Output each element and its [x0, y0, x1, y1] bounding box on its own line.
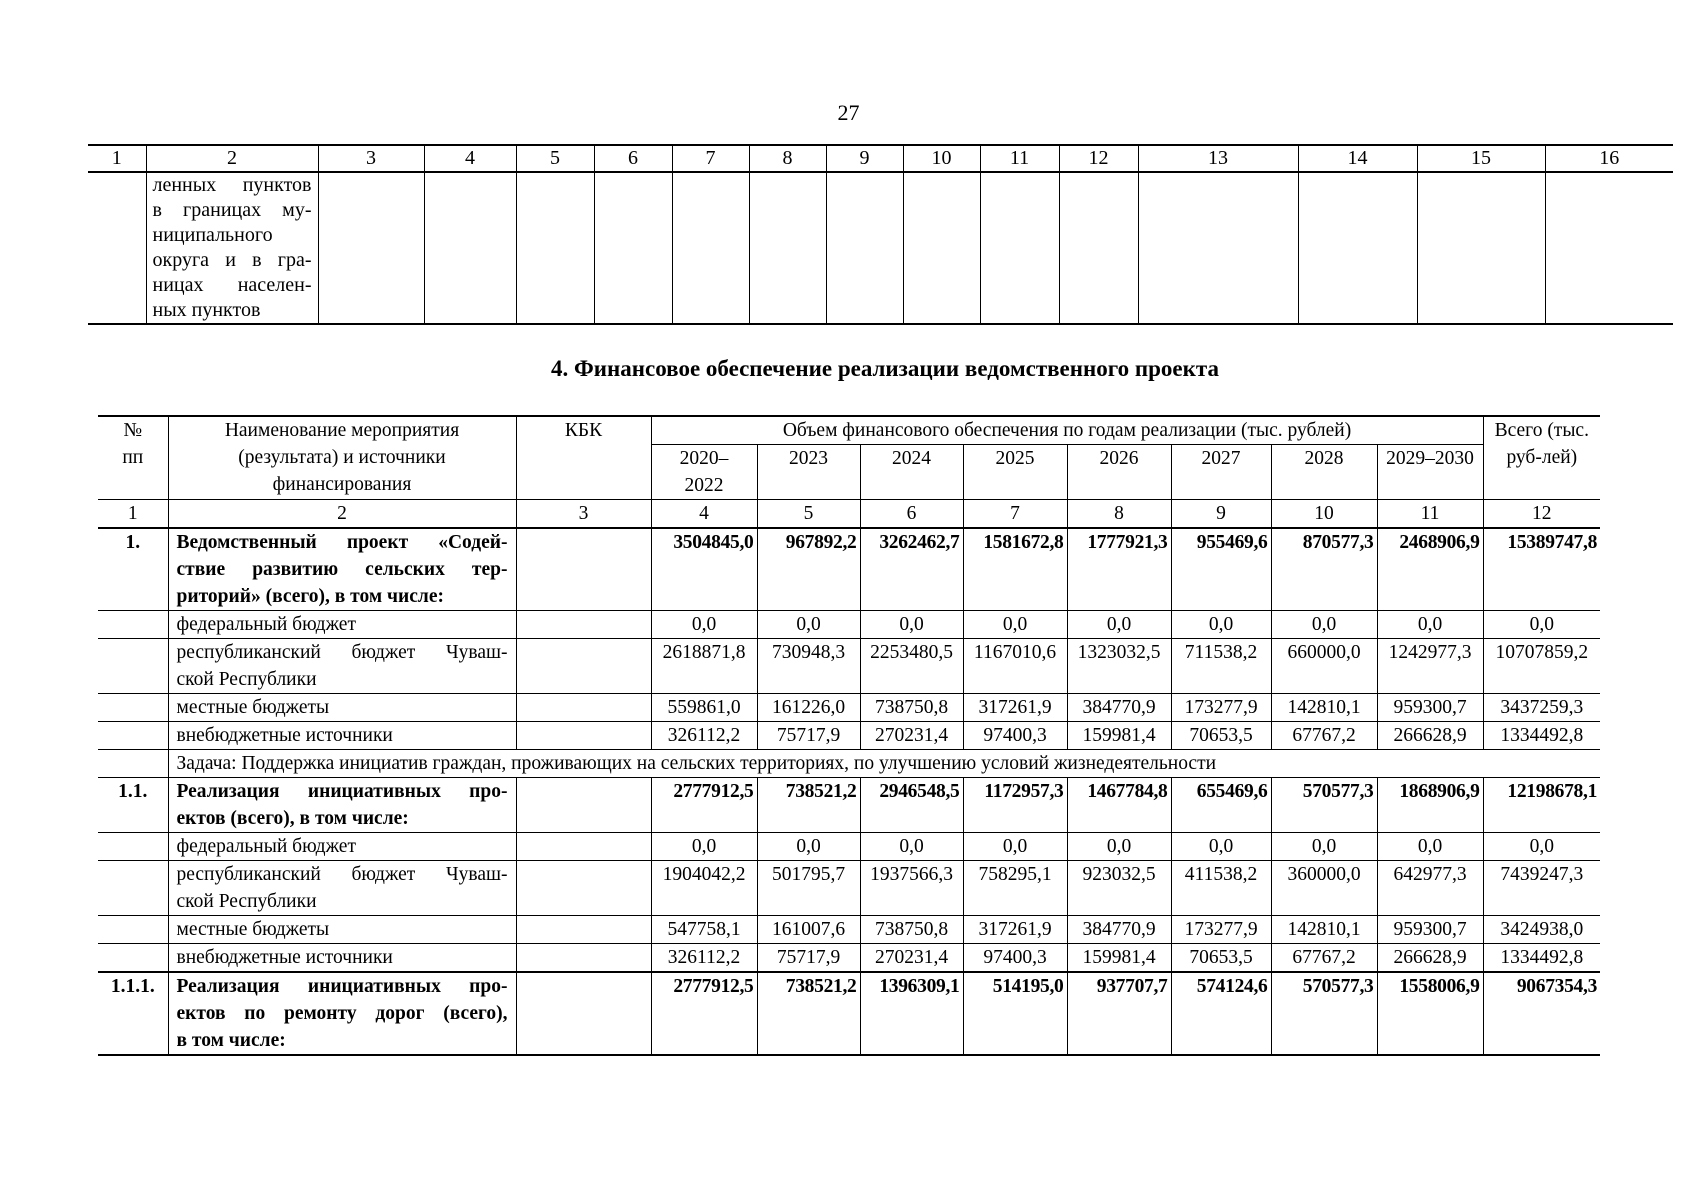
row-total: 1334492,8 — [1483, 722, 1600, 750]
table-row — [98, 611, 1600, 639]
header-year: 2026 — [1067, 445, 1171, 500]
row-value: 2777912,5 — [651, 778, 757, 833]
table-row — [98, 694, 1600, 722]
row-value: 0,0 — [651, 611, 757, 639]
col-num: 7 — [963, 500, 1067, 529]
row-kbk — [516, 639, 651, 694]
row-name: федеральный бюджет — [168, 833, 516, 861]
header-total: Всего (тыс. руб-лей) — [1483, 416, 1600, 500]
col-num: 10 — [903, 145, 980, 172]
row-value: 0,0 — [1171, 611, 1271, 639]
header-row — [98, 416, 1600, 445]
col-num: 5 — [757, 500, 860, 529]
table-row — [98, 528, 1600, 611]
col-num: 6 — [860, 500, 963, 529]
row-value: 501795,7 — [757, 861, 860, 916]
row-name: республиканский бюджет Чуваш- ской Республики — [168, 861, 516, 916]
row-value: 1167010,6 — [963, 639, 1067, 694]
col-num: 11 — [1377, 500, 1483, 529]
row-name: федеральный бюджет — [168, 611, 516, 639]
row-value: 0,0 — [1377, 611, 1483, 639]
table-row — [98, 778, 1600, 833]
row-value: 360000,0 — [1271, 861, 1377, 916]
row-value: 67767,2 — [1271, 944, 1377, 973]
row-value: 0,0 — [757, 611, 860, 639]
row-value: 159981,4 — [1067, 722, 1171, 750]
header-no: № пп — [98, 416, 168, 500]
row-value: 758295,1 — [963, 861, 1067, 916]
col-num: 14 — [1298, 145, 1417, 172]
row-name: Реализация инициативных про- ектов по ремонту дорог (всего), в том числе: — [168, 972, 516, 1055]
table-row — [98, 944, 1600, 973]
row-total: 12198678,1 — [1483, 778, 1600, 833]
row-kbk — [516, 528, 651, 611]
row-value: 711538,2 — [1171, 639, 1271, 694]
col-num: 4 — [424, 145, 516, 172]
row-value: 75717,9 — [757, 722, 860, 750]
col-num: 12 — [1483, 500, 1600, 529]
col-num: 13 — [1138, 145, 1298, 172]
row-value: 1323032,5 — [1067, 639, 1171, 694]
row-value: 0,0 — [963, 611, 1067, 639]
table-row — [98, 916, 1600, 944]
row-number — [98, 916, 168, 944]
row-kbk — [516, 833, 651, 861]
table-row — [98, 722, 1600, 750]
row-value: 67767,2 — [1271, 722, 1377, 750]
row-kbk — [516, 611, 651, 639]
row-value: 0,0 — [860, 611, 963, 639]
row-total: 0,0 — [1483, 833, 1600, 861]
row-value: 161007,6 — [757, 916, 860, 944]
row-number: 1. — [98, 528, 168, 611]
row-kbk — [516, 972, 651, 1055]
row-value: 0,0 — [1067, 833, 1171, 861]
row-value: 3504845,0 — [651, 528, 757, 611]
col-num: 4 — [651, 500, 757, 529]
row-value: 2468906,9 — [1377, 528, 1483, 611]
row-name: внебюджетные источники — [168, 944, 516, 973]
row-value: 70653,5 — [1171, 722, 1271, 750]
row-number — [98, 639, 168, 694]
col-num: 6 — [594, 145, 672, 172]
row-value: 514195,0 — [963, 972, 1067, 1055]
row-value: 1937566,3 — [860, 861, 963, 916]
row-name: местные бюджеты — [168, 694, 516, 722]
row-value: 967892,2 — [757, 528, 860, 611]
row-value: 574124,6 — [1171, 972, 1271, 1055]
row-value: 547758,1 — [651, 916, 757, 944]
row-name: Ведомственный проект «Содей- ствие развитию сельских тер- риторий» (всего), в том числе: — [168, 528, 516, 611]
row-value: 738750,8 — [860, 694, 963, 722]
row-value: 0,0 — [1271, 833, 1377, 861]
col-num: 8 — [749, 145, 826, 172]
column-number-row — [88, 145, 1673, 172]
row-value: 959300,7 — [1377, 694, 1483, 722]
header-name: Наименование мероприятия (результата) и источники финансирования — [168, 416, 516, 500]
row-value: 173277,9 — [1171, 916, 1271, 944]
row-value: 870577,3 — [1271, 528, 1377, 611]
row-name: Реализация инициативных про- ектов (всего), в том числе: — [168, 778, 516, 833]
row-value: 97400,3 — [963, 722, 1067, 750]
col-num: 12 — [1059, 145, 1138, 172]
row-number — [98, 722, 168, 750]
column-number-row — [98, 500, 1600, 529]
section-title: 4. Финансовое обеспечение реализации ведомственного проекта — [551, 356, 1219, 381]
row-value: 384770,9 — [1067, 694, 1171, 722]
row-value: 0,0 — [651, 833, 757, 861]
finance-table — [98, 415, 1600, 1056]
row-name: местные бюджеты — [168, 916, 516, 944]
col-num: 15 — [1417, 145, 1545, 172]
row-value: 266628,9 — [1377, 722, 1483, 750]
row-value: 570577,3 — [1271, 972, 1377, 1055]
row-value: 75717,9 — [757, 944, 860, 973]
row-kbk — [516, 916, 651, 944]
row-value: 159981,4 — [1067, 944, 1171, 973]
row-value: 730948,3 — [757, 639, 860, 694]
header-year: 2020–2022 — [651, 445, 757, 500]
row-value: 317261,9 — [963, 916, 1067, 944]
row-number — [98, 833, 168, 861]
row-value: 1467784,8 — [1067, 778, 1171, 833]
col-num: 1 — [98, 500, 168, 529]
row-value: 738521,2 — [757, 778, 860, 833]
row-value: 142810,1 — [1271, 694, 1377, 722]
row-kbk — [516, 694, 651, 722]
row-value: 2253480,5 — [860, 639, 963, 694]
row-value: 142810,1 — [1271, 916, 1377, 944]
header-year: 2027 — [1171, 445, 1271, 500]
task-text: Задача: Поддержка инициатив граждан, проживающих на сельских территориях, по улучшению условий жизнедеятельности — [168, 750, 1600, 778]
row-kbk — [516, 722, 651, 750]
row-value: 266628,9 — [1377, 944, 1483, 973]
col-num: 7 — [672, 145, 749, 172]
row-value: 2777912,5 — [651, 972, 757, 1055]
header-year: 2024 — [860, 445, 963, 500]
row-number: 1.1.1. — [98, 972, 168, 1055]
row-value: 411538,2 — [1171, 861, 1271, 916]
continuation-cell-text: ленных пунктов в границах му- ниципального округа и в гра- ницах населен- ных пунктов — [146, 172, 318, 324]
row-value: 97400,3 — [963, 944, 1067, 973]
col-num: 9 — [1171, 500, 1271, 529]
row-kbk — [516, 778, 651, 833]
row-value: 955469,6 — [1171, 528, 1271, 611]
col-num: 1 — [88, 145, 146, 172]
table-row — [98, 972, 1600, 1055]
row-value: 0,0 — [1171, 833, 1271, 861]
row-value: 270231,4 — [860, 944, 963, 973]
row-value: 660000,0 — [1271, 639, 1377, 694]
row-value: 326112,2 — [651, 722, 757, 750]
row-value: 0,0 — [1067, 611, 1171, 639]
row-value: 317261,9 — [963, 694, 1067, 722]
col-num: 11 — [980, 145, 1059, 172]
col-num: 8 — [1067, 500, 1171, 529]
row-total: 9067354,3 — [1483, 972, 1600, 1055]
row-value: 1172957,3 — [963, 778, 1067, 833]
col-num: 5 — [516, 145, 594, 172]
col-num: 16 — [1545, 145, 1673, 172]
row-value: 3262462,7 — [860, 528, 963, 611]
row-total: 7439247,3 — [1483, 861, 1600, 916]
row-value: 1868906,9 — [1377, 778, 1483, 833]
row-total: 3424938,0 — [1483, 916, 1600, 944]
row-value: 161226,0 — [757, 694, 860, 722]
row-value: 1558006,9 — [1377, 972, 1483, 1055]
row-total: 15389747,8 — [1483, 528, 1600, 611]
col-num: 9 — [826, 145, 903, 172]
row-value: 642977,3 — [1377, 861, 1483, 916]
header-year: 2029–2030 — [1377, 445, 1483, 500]
row-value: 1396309,1 — [860, 972, 963, 1055]
finance-rows-initiatives — [98, 778, 1600, 1056]
row-value: 1581672,8 — [963, 528, 1067, 611]
row-value: 0,0 — [963, 833, 1067, 861]
row-number — [98, 611, 168, 639]
row-value: 70653,5 — [1171, 944, 1271, 973]
row-value: 923032,5 — [1067, 861, 1171, 916]
row-value: 959300,7 — [1377, 916, 1483, 944]
row-name: республиканский бюджет Чуваш- ской Республики — [168, 639, 516, 694]
row-value: 270231,4 — [860, 722, 963, 750]
row-value: 655469,6 — [1171, 778, 1271, 833]
row-total: 1334492,8 — [1483, 944, 1600, 973]
row-value: 0,0 — [860, 833, 963, 861]
table-row — [88, 172, 1673, 324]
col-num: 2 — [168, 500, 516, 529]
finance-rows-project — [98, 528, 1600, 750]
row-value: 559861,0 — [651, 694, 757, 722]
row-number — [98, 944, 168, 973]
col-num: 3 — [516, 500, 651, 529]
row-number — [98, 861, 168, 916]
row-value: 0,0 — [1377, 833, 1483, 861]
row-value: 326112,2 — [651, 944, 757, 973]
task-row — [98, 750, 1600, 778]
row-value: 738521,2 — [757, 972, 860, 1055]
col-num: 2 — [146, 145, 318, 172]
row-value: 1777921,3 — [1067, 528, 1171, 611]
row-value: 1904042,2 — [651, 861, 757, 916]
continuation-table — [88, 144, 1673, 325]
header-volume: Объем финансового обеспечения по годам реализации (тыс. рублей) — [651, 416, 1483, 445]
row-value: 0,0 — [1271, 611, 1377, 639]
row-kbk — [516, 861, 651, 916]
row-value: 0,0 — [757, 833, 860, 861]
table-row — [98, 833, 1600, 861]
table-row — [98, 639, 1600, 694]
row-total: 0,0 — [1483, 611, 1600, 639]
row-value: 570577,3 — [1271, 778, 1377, 833]
col-num: 3 — [318, 145, 424, 172]
header-year: 2025 — [963, 445, 1067, 500]
row-value: 2946548,5 — [860, 778, 963, 833]
page-number: 27 — [837, 100, 860, 125]
row-value: 2618871,8 — [651, 639, 757, 694]
row-name: внебюджетные источники — [168, 722, 516, 750]
row-number — [98, 694, 168, 722]
row-value: 173277,9 — [1171, 694, 1271, 722]
row-value: 1242977,3 — [1377, 639, 1483, 694]
row-value: 384770,9 — [1067, 916, 1171, 944]
header-year: 2028 — [1271, 445, 1377, 500]
header-year: 2023 — [757, 445, 860, 500]
row-value: 937707,7 — [1067, 972, 1171, 1055]
row-kbk — [516, 944, 651, 973]
table-row — [98, 861, 1600, 916]
row-number: 1.1. — [98, 778, 168, 833]
row-total: 3437259,3 — [1483, 694, 1600, 722]
col-num: 10 — [1271, 500, 1377, 529]
row-value: 738750,8 — [860, 916, 963, 944]
row-total: 10707859,2 — [1483, 639, 1600, 694]
header-kbk: КБК — [516, 416, 651, 500]
